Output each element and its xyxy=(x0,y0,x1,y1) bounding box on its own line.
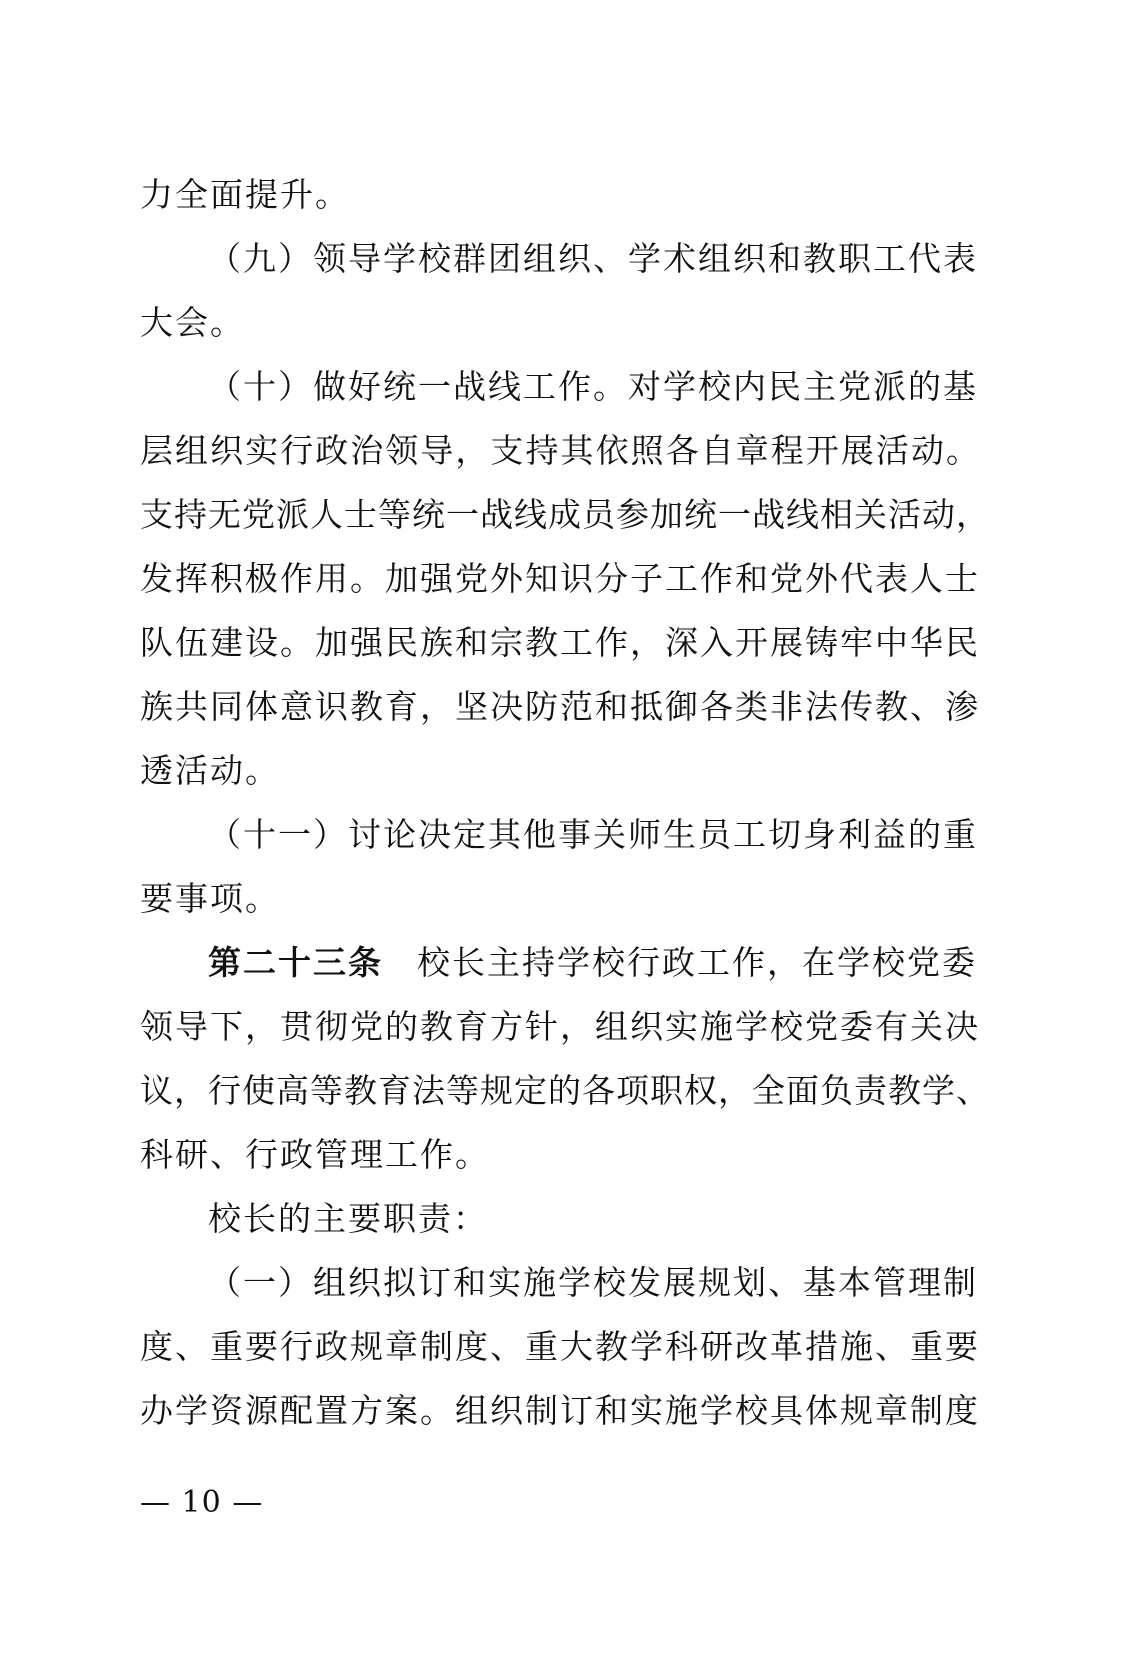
text-line: 队伍建设。加强民族和宗教工作，深入开展铸牢中华民 xyxy=(140,623,980,662)
text-line: 支持无党派人士等统一战线成员参加统一战线相关活动， xyxy=(140,495,990,534)
text-line: 透活动。 xyxy=(140,751,280,790)
text-line: 科研、行政管理工作。 xyxy=(140,1135,490,1174)
text-line: 发挥积极作用。加强党外知识分子工作和党外代表人士 xyxy=(140,559,980,598)
text-line: （十）做好统一战线工作。对学校内民主党派的基 xyxy=(208,367,978,406)
text-line: 领导下，贯彻党的教育方针，组织实施学校党委有关决 xyxy=(140,1007,980,1046)
text-line: 办学资源配置方案。组织制订和实施学校具体规章制度 xyxy=(140,1391,980,1430)
article-line xyxy=(140,931,990,995)
text-line: （一）组织拟订和实施学校发展规划、基本管理制 xyxy=(208,1263,978,1302)
text-line: 要事项。 xyxy=(140,879,280,918)
text-line: 族共同体意识教育，坚决防范和抵御各类非法传教、渗 xyxy=(140,687,980,726)
text-line: 大会。 xyxy=(140,303,245,342)
article-text: 校长主持学校行政工作，在学校党委 xyxy=(417,943,977,982)
text-line: 力全面提升。 xyxy=(140,175,350,214)
text-line: 校长的主要职责： xyxy=(208,1199,488,1238)
page-number: — 10 — xyxy=(140,1485,264,1520)
text-line: （十一）讨论决定其他事关师生员工切身利益的重 xyxy=(208,815,978,854)
text-line: 层组织实行政治领导，支持其依照各自章程开展活动。 xyxy=(140,431,980,470)
article-heading: 第二十三条 xyxy=(208,943,383,982)
text-line: （九）领导学校群团组织、学术组织和教职工代表 xyxy=(208,239,978,278)
text-line: 议，行使高等教育法等规定的各项职权，全面负责教学、 xyxy=(140,1071,990,1110)
text-line: 度、重要行政规章制度、重大教学科研改革措施、重要 xyxy=(140,1327,980,1366)
body-text xyxy=(140,163,990,1443)
